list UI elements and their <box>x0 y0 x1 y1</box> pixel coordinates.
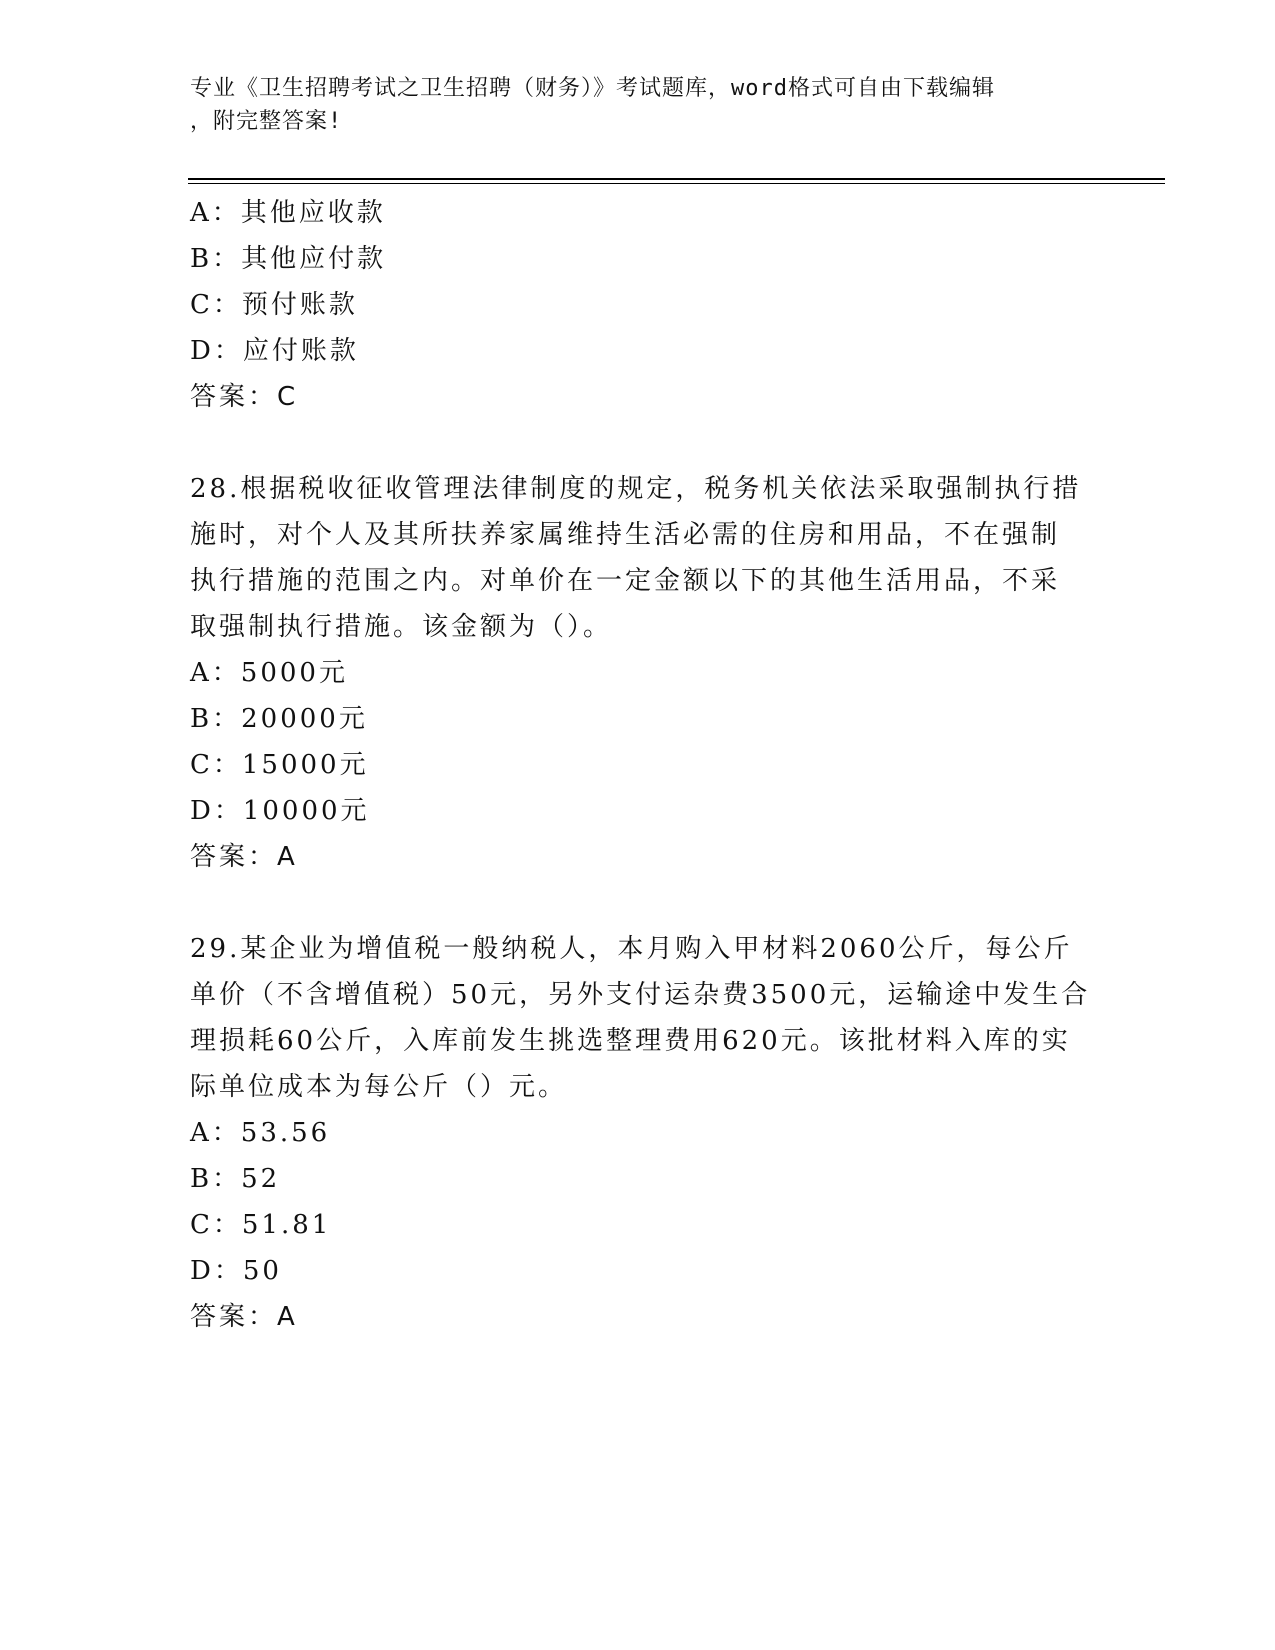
header-divider-thick <box>188 178 1165 180</box>
question-27 <box>190 190 1090 420</box>
option-b: B：52 <box>190 1164 281 1194</box>
header-line-1: 专业《卫生招聘考试之卫生招聘（财务）》考试题库，word格式可自由下载编辑 <box>190 76 995 101</box>
option-b: B：20000元 <box>190 704 368 734</box>
stem-line: 施时，对个人及其所扶养家属维持生活必需的住房和用品，不在强制 <box>190 520 1061 550</box>
answer-label: 答案：A <box>190 842 298 872</box>
stem-line: 际单位成本为每公斤（）元。 <box>190 1072 568 1102</box>
answer-label: 答案：C <box>190 382 299 412</box>
option-d: D：应付账款 <box>190 336 359 366</box>
stem-line: 理损耗60公斤，入库前发生挑选整理费用620元。该批材料入库的实 <box>190 1026 1071 1056</box>
header-line-2: ，附完整答案! <box>190 109 343 134</box>
option-a: A：5000元 <box>190 658 348 688</box>
answer-label: 答案：A <box>190 1302 298 1332</box>
option-c: C：15000元 <box>190 750 369 780</box>
option-c: C：预付账款 <box>190 290 358 320</box>
option-b: B：其他应付款 <box>190 244 387 274</box>
option-c: C：51.81 <box>190 1210 332 1240</box>
option-a: A：53.56 <box>190 1118 331 1148</box>
stem-line: 单价（不含增值税）50元，另外支付运杂费3500元，运输途中发生合 <box>190 980 1091 1010</box>
option-a: A：其他应收款 <box>190 198 386 228</box>
question-stem <box>190 466 1090 650</box>
stem-line: 29.某企业为增值税一般纳税人，本月购入甲材料2060公斤，每公斤 <box>190 934 1073 964</box>
question-29 <box>190 926 1090 1340</box>
header-divider-thin <box>188 183 1165 184</box>
document-header <box>190 72 1090 138</box>
option-d: D：50 <box>190 1256 282 1286</box>
stem-line: 执行措施的范围之内。对单价在一定金额以下的其他生活用品，不采 <box>190 566 1061 596</box>
question-list <box>190 190 1090 1386</box>
question-stem <box>190 926 1090 1110</box>
question-28 <box>190 466 1090 880</box>
stem-line: 取强制执行措施。该金额为（）。 <box>190 612 613 642</box>
stem-line: 28.根据税收征收管理法律制度的规定，税务机关依法采取强制执行措 <box>190 474 1082 504</box>
option-d: D：10000元 <box>190 796 370 826</box>
